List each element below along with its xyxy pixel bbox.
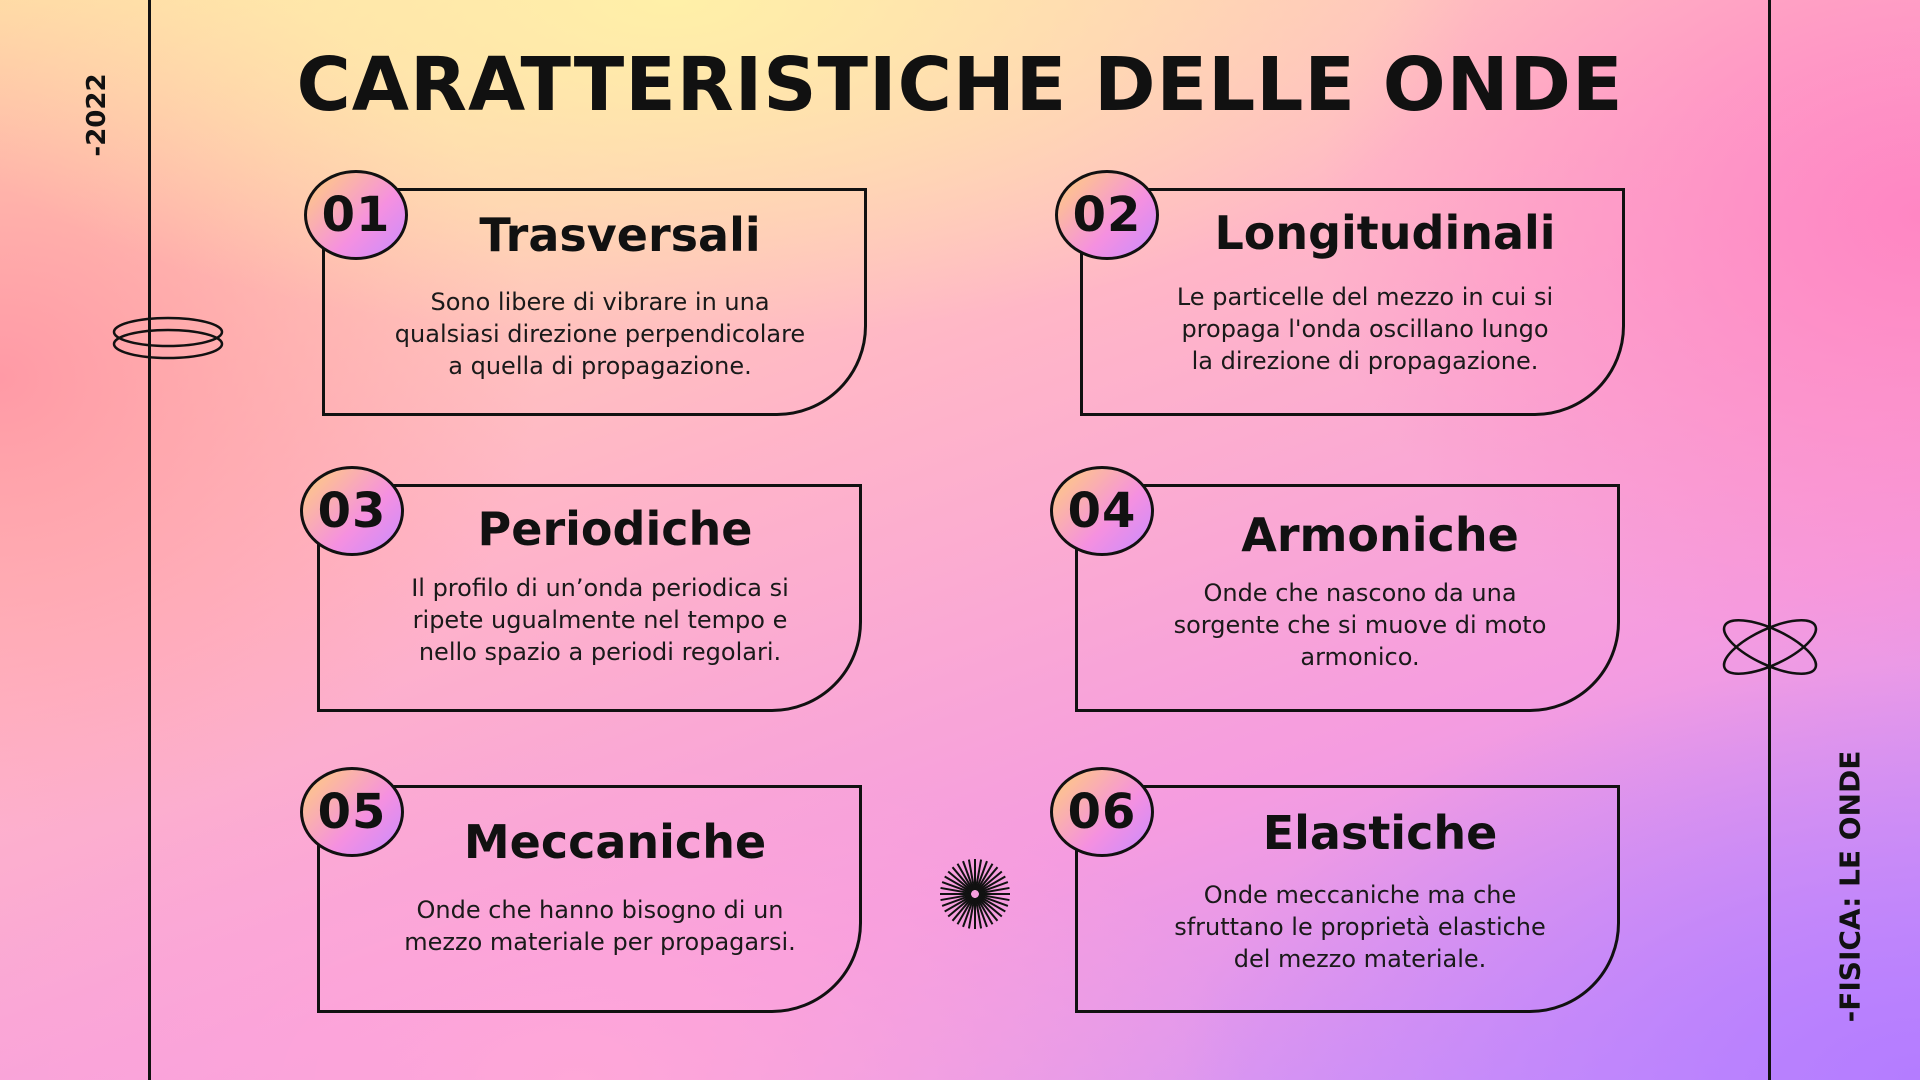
card-title: Trasversali xyxy=(479,208,761,262)
left-border-line xyxy=(148,0,151,1080)
desc-line: armonico. xyxy=(1300,643,1420,671)
card-title: Periodiche xyxy=(477,502,753,556)
starburst-icon xyxy=(938,857,1012,931)
card-description xyxy=(1100,281,1630,377)
card-title: Longitudinali xyxy=(1214,206,1556,260)
badge-02: 02 xyxy=(1055,170,1159,260)
badge-05: 05 xyxy=(300,767,404,857)
desc-line: Il profilo di un’onda periodica si xyxy=(411,574,789,602)
desc-line: sorgente che si muove di moto xyxy=(1173,611,1547,639)
badge-04: 04 xyxy=(1050,466,1154,556)
desc-line: sfruttano le proprietà elastiche xyxy=(1174,913,1546,941)
card-description xyxy=(340,286,860,382)
card-description xyxy=(335,572,865,668)
badge-06: 06 xyxy=(1050,767,1154,857)
card-description xyxy=(1095,577,1625,673)
right-border-line xyxy=(1768,0,1771,1080)
desc-line: Onde meccaniche ma che xyxy=(1203,881,1517,909)
desc-line: Le particelle del mezzo in cui si xyxy=(1176,283,1554,311)
card-title: Meccaniche xyxy=(463,815,767,869)
desc-line: qualsiasi direzione perpendicolare xyxy=(394,320,806,348)
desc-line: propaga l'onda oscillano lungo xyxy=(1181,315,1549,343)
ring-icon xyxy=(110,312,226,364)
badge-01: 01 xyxy=(304,170,408,260)
card-description xyxy=(1095,879,1625,975)
desc-line: Onde che nascono da una xyxy=(1203,579,1517,607)
desc-line: Onde che hanno bisogno di un xyxy=(416,896,784,924)
desc-line: ripete ugualmente nel tempo e xyxy=(412,606,788,634)
card-title: Armoniche xyxy=(1241,508,1519,562)
desc-line: mezzo materiale per propagarsi. xyxy=(404,928,796,956)
orbit-icon xyxy=(1718,612,1822,682)
card-description xyxy=(335,894,865,958)
desc-line: a quella di propagazione. xyxy=(448,352,752,380)
desc-line: la direzione di propagazione. xyxy=(1191,347,1539,375)
badge-03: 03 xyxy=(300,466,404,556)
desc-line: Sono libere di vibrare in una xyxy=(430,288,770,316)
side-subject-label: -FISICA: LE ONDE xyxy=(1833,750,1867,1023)
desc-line: nello spazio a periodi regolari. xyxy=(418,638,782,666)
page-title: CARATTERISTICHE DELLE ONDE xyxy=(296,42,1624,128)
card-title: Elastiche xyxy=(1262,806,1498,860)
desc-line: del mezzo materiale. xyxy=(1233,945,1487,973)
side-year-label: -2022 xyxy=(82,73,112,157)
